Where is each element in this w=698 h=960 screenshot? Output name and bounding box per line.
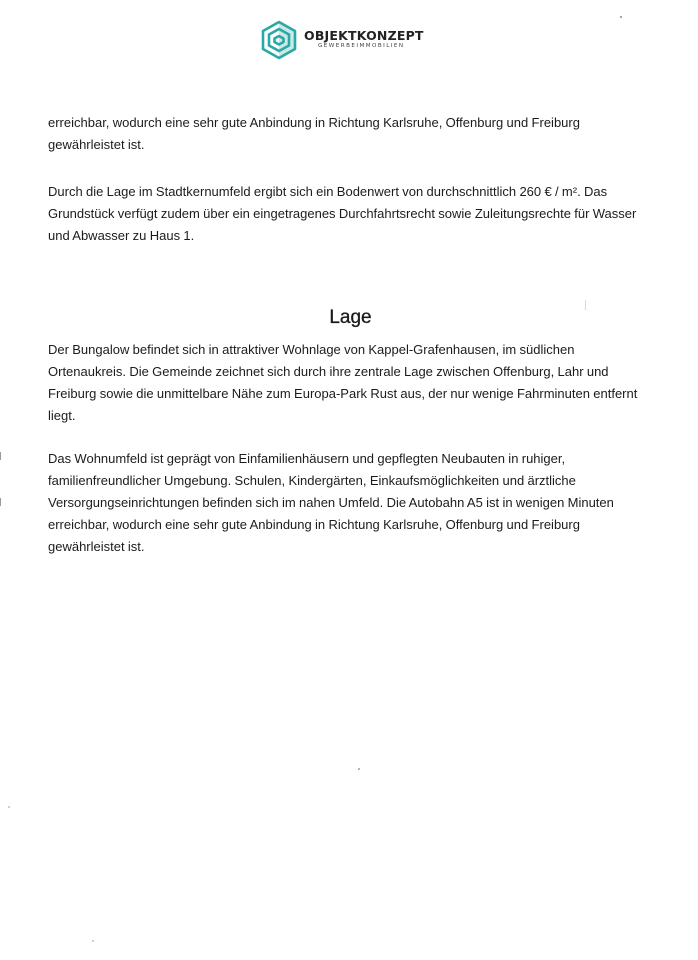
scan-speck xyxy=(92,940,94,942)
document-body xyxy=(48,112,653,558)
scan-edge-mark xyxy=(0,498,1,506)
scan-speck xyxy=(358,768,360,770)
intro-paragraph-1: erreichbar, wodurch eine sehr gute Anbindung in Richtung Karlsruhe, Offenburg und Freiburg gewährleistet ist. xyxy=(48,115,580,152)
brand-logo xyxy=(260,20,424,60)
lage-paragraph-2: Das Wohnumfeld ist geprägt von Einfamilienhäusern und gepflegten Neubauten in ruhiger, familienfreundlicher Umgebung. Schulen, Kindergärten, Einkaufsmöglichkeiten und ärztliche Versorgungseinrichtungen befinden sich im nahen Umfeld. Die Autobahn A5 ist in wenigen Minuten erreichbar, wodurch eine sehr gute Anbindung in Richtung Karlsruhe, Offenburg und Freiburg gewährleistet ist. xyxy=(48,451,614,554)
scan-edge-mark xyxy=(585,300,586,310)
section-title-lage: Lage xyxy=(329,307,372,328)
intro-paragraph-2: Durch die Lage im Stadtkernumfeld ergibt sich ein Bodenwert von durchschnittlich 260 € / m². Das Grundstück verfügt zudem über ein eingetragenes Durchfahrtsrecht sowie Zuleitungsrechte für Wasser und Abwasser zu Haus 1. xyxy=(48,184,637,243)
brand-text xyxy=(304,27,424,50)
brand-name: OBJEKTKONZEPT xyxy=(304,27,424,43)
brand-tagline: GEWERBEIMMOBILIEN xyxy=(318,43,405,50)
lage-paragraph-1: Der Bungalow befindet sich in attraktiver Wohnlage von Kappel-Grafenhausen, im südlichen Ortenaukreis. Die Gemeinde zeichnet sich durch ihre zentrale Lage zwischen Offenburg, Lahr und Freiburg sowie die unmittelbare Nähe zum Europa-Park Rust aus, der nur wenige Fahrminuten entfernt liegt. xyxy=(48,342,638,423)
scan-speck xyxy=(8,806,10,808)
scan-edge-mark xyxy=(0,452,1,460)
cube-logo-icon xyxy=(260,20,298,60)
scan-speck xyxy=(620,16,622,18)
